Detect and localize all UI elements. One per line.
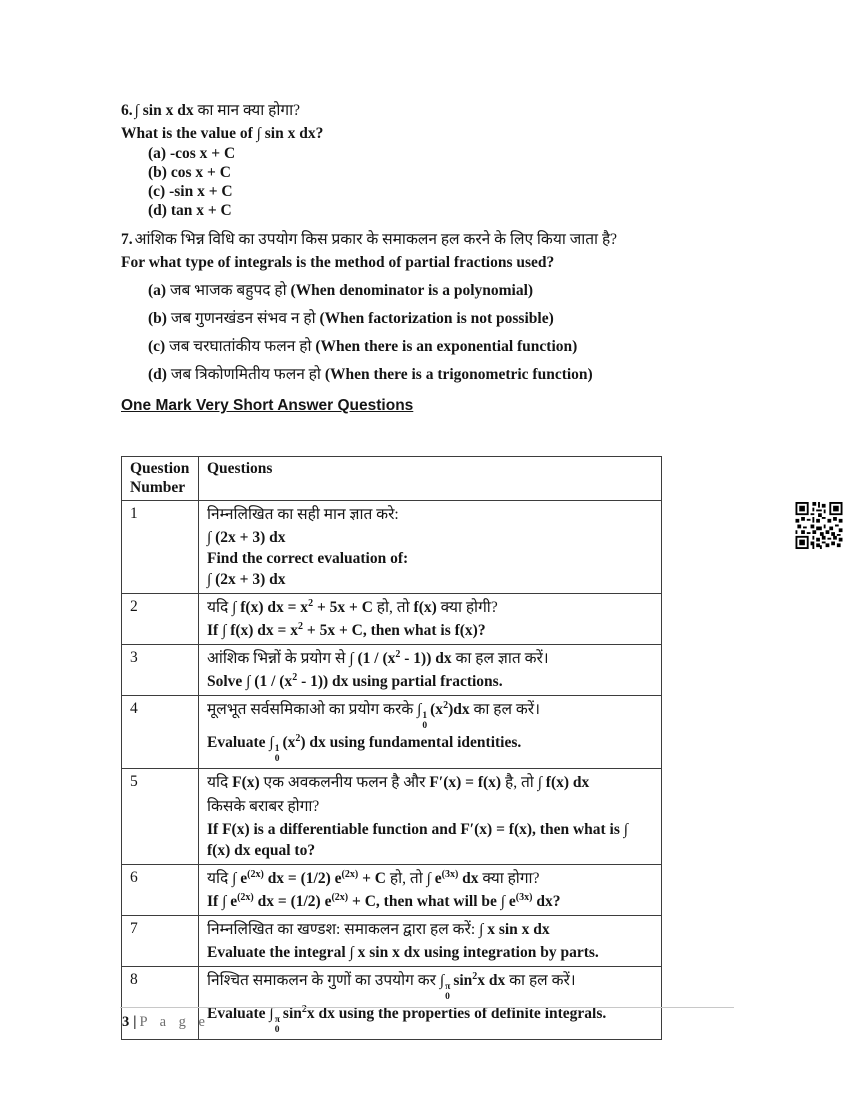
question-text-cell: [199, 966, 662, 1039]
question-6: [121, 100, 750, 220]
question-6-english: What is the value of ∫ sin x dx?: [121, 125, 324, 142]
question-line: If ∫ f(x) dx = $x^2 + 5x + C$, then what is f(x)?: [207, 620, 486, 639]
question-text-cell: [199, 768, 662, 864]
table-row: [122, 915, 662, 966]
table-row: [122, 594, 662, 645]
question-text-cell: [199, 915, 662, 966]
question-6-hindi: ∫ sin x dx का मान क्या होगा?: [134, 102, 301, 119]
question-number-cell: 5: [122, 768, 199, 864]
question-line: Find the correct evaluation of:: [207, 550, 409, 567]
page-footer: [122, 1014, 209, 1031]
footer-separator: |: [133, 1014, 137, 1030]
question-line: If ∫ $e^{(2x)}$ dx = (1/2) $e^{(2x)} + C$, then what will be ∫ $e^{(3x)}$ dx?: [207, 891, 561, 910]
question-line: ∫ (2x + 3) dx: [207, 571, 286, 588]
question-7-number: 7.: [121, 231, 133, 248]
question-line: यदि ∫ $e^{(2x)}$ dx = (1/2) $e^{(2x)} + C$ हो, तो ∫ $e^{(3x)}$ dx क्या होगा?: [207, 868, 540, 887]
question-line: किसके बराबर होगा?: [207, 797, 320, 815]
question-7-options: [148, 280, 750, 385]
table-row: [122, 864, 662, 915]
questions-table: [121, 456, 662, 1040]
answer-option: (d) tan x + C: [148, 202, 232, 219]
question-line: Solve ∫ $(1 / (x^2 - 1))$ dx using partial fractions.: [207, 671, 503, 690]
answer-option: (d) जब त्रिकोणमितीय फलन हो (When there is a trigonometric function): [148, 366, 593, 383]
col-header-questions: Questions: [199, 457, 662, 501]
question-line: मूलभूत सर्वसमिकाओ का प्रयोग करके ∫ 1 0 $(x^2)dx$ का हल करें।: [207, 699, 541, 731]
question-line: यदि ∫ f(x) dx = $x^2 + 5x + C$ हो, तो f(x) क्या होगी?: [207, 597, 498, 616]
answer-option: (a) जब भाजक बहुपद हो (When denominator is a polynomial): [148, 282, 534, 299]
question-line: Evaluate ∫ π 0 $\sin^2x$ dx using the properties of definite integrals.: [207, 1003, 607, 1035]
qr-code: [794, 502, 844, 549]
questions-table-head: [122, 457, 662, 501]
question-6-number: 6.: [121, 102, 133, 119]
answer-option: (b) जब गुणनखंडन संभव न हो (When factorization is not possible): [148, 310, 554, 327]
table-header-row: [122, 457, 662, 501]
table-row: [122, 645, 662, 696]
question-number-cell: 8: [122, 966, 199, 1039]
col-header-question-number: Question Number: [122, 457, 199, 501]
question-line: आंशिक भिन्नों के प्रयोग से ∫ $(1 / (x^2 - 1))$ dx का हल ज्ञात करें।: [207, 648, 549, 667]
question-number-cell: 3: [122, 645, 199, 696]
table-row: [122, 501, 662, 594]
answer-option: (c) जब चरघातांकीय फलन हो (When there is an exponential function): [148, 338, 578, 355]
question-number-cell: 2: [122, 594, 199, 645]
page-number: 3: [122, 1014, 130, 1030]
question-number-cell: 7: [122, 915, 199, 966]
table-row: [122, 768, 662, 864]
answer-option: (a) -cos x + C: [148, 145, 236, 162]
question-line: यदि F(x) एक अवकलनीय फलन है और F′(x) = f(x) है, तो ∫ f(x) dx: [207, 773, 590, 791]
answer-option: (c) -sin x + C: [148, 183, 233, 200]
question-line: निम्नलिखित का सही मान ज्ञात करे:: [207, 506, 399, 523]
question-text-cell: [199, 501, 662, 594]
question-line: ∫ (2x + 3) dx: [207, 529, 286, 546]
question-text-cell: [199, 594, 662, 645]
question-6-text: [121, 100, 750, 121]
question-line: Evaluate ∫ 1 0 $(x^2)$ dx using fundamental identities.: [207, 732, 522, 764]
answer-option: (b) cos x + C: [148, 164, 231, 181]
questions-table-body: [122, 501, 662, 1040]
question-number-cell: 6: [122, 864, 199, 915]
section-heading: One Mark Very Short Answer Questions: [121, 397, 414, 414]
question-7-english: For what type of integrals is the method of partial fractions used?: [121, 254, 555, 271]
table-row: [122, 696, 662, 769]
question-7: [121, 229, 750, 385]
question-line: निश्चित समाकलन के गुणों का उपयोग कर ∫ π 0 $\sin^2x$ dx का हल करें।: [207, 970, 576, 1002]
question-number-cell: 4: [122, 696, 199, 769]
question-7-hindi: आंशिक भिन्न विधि का उपयोग किस प्रकार के समाकलन हल करने के लिए किया जाता है?: [134, 231, 618, 248]
footer-label: P a g e: [139, 1014, 210, 1030]
question-line: निम्नलिखित का खण्डश: समाकलन द्वारा हल करें: ∫ x sin x dx: [207, 920, 550, 938]
question-text-cell: [199, 645, 662, 696]
question-number-cell: 1: [122, 501, 199, 594]
question-text-cell: [199, 696, 662, 769]
question-line: If F(x) is a differentiable function and F′(x) = f(x), then what is ∫ f(x) dx equal to?: [207, 820, 628, 859]
question-line: Evaluate the integral ∫ x sin x dx using integration by parts.: [207, 943, 599, 961]
question-7-text: [121, 229, 750, 250]
question-text-cell: [199, 864, 662, 915]
question-6-options: [148, 144, 750, 220]
footer-divider: [120, 1007, 734, 1008]
